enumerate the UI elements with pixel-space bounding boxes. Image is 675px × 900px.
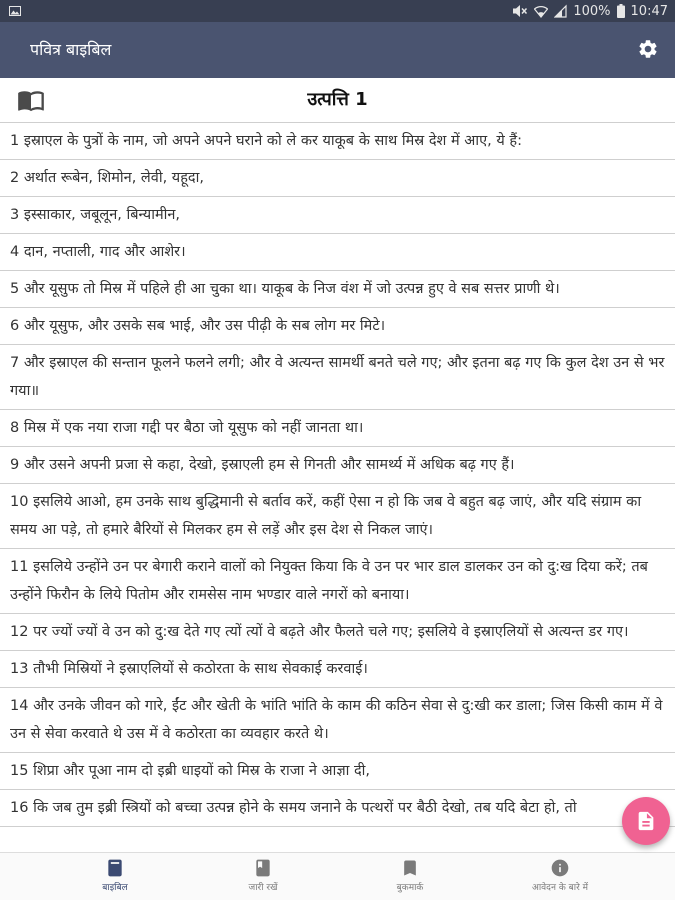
verse-number: 16	[10, 800, 29, 816]
verse-number: 8	[10, 420, 20, 436]
verse-number: 7	[10, 355, 20, 371]
verse-text: पर ज्यों ज्यों वे उन को दु:ख देते गए त्यों त्यों वे बढ़ते और फैलते चले गए; इसलिये वे इस्राएलियों से अत्यन्त डर गए।	[33, 624, 629, 640]
verse-number: 12	[10, 624, 29, 640]
verse-number: 10	[10, 494, 29, 510]
verse-row[interactable]	[0, 410, 675, 447]
verse-number: 5	[10, 281, 20, 297]
verse-row[interactable]	[0, 688, 675, 753]
verse-row[interactable]	[0, 345, 675, 410]
document-icon	[635, 810, 657, 832]
book-icon	[253, 858, 273, 878]
nav-item-bookmark[interactable]	[340, 853, 480, 900]
verse-text: इसलिये उन्होंने उन पर बेगारी कराने वालों को नियुक्त किया कि वे उन पर भार डाल डालकर उन को दु:ख दिया करें; तब उन्होंने फिरौन के लिये पितोम और रामसेस नाम भण्डार वाले नगरों को बनाया।	[10, 559, 648, 603]
verse-text: और उनके जीवन को गारे, ईंट और खेती के भांति भांति के काम की कठिन सेवा से दु:खी कर डाला; जिस किसी काम में वे उन से सेवा करवाते थे उस में वे कठोरता का व्यवहार करते थे।	[10, 698, 663, 742]
clock: 10:47	[630, 3, 668, 19]
nav-label-continue: जारी रखें	[248, 883, 278, 893]
status-icons	[512, 0, 668, 22]
verse-text: इस्साकार, जबूलून, बिन्यामीन,	[23, 207, 181, 223]
verse-number: 9	[10, 457, 20, 473]
chapter-header	[0, 78, 675, 123]
verse-row[interactable]	[0, 549, 675, 614]
verse-text: दान, नप्ताली, गाद और आशेर।	[23, 244, 186, 260]
wifi-icon	[534, 4, 548, 18]
verse-row[interactable]	[0, 197, 675, 234]
verse-number: 14	[10, 698, 29, 714]
status-bar	[0, 0, 675, 22]
verse-row[interactable]	[0, 753, 675, 790]
verse-text: शिप्रा और पूआ नाम दो इब्री धाइयों को मिस्र के राजा ने आज्ञा दी,	[33, 763, 371, 779]
verse-text: अर्थात रूबेन, शिमोन, लेवी, यहूदा,	[23, 170, 204, 186]
verse-text: कि जब तुम इब्री स्त्रियों को बच्चा उत्पन्न होने के समय जनाने के पत्थरों पर बैठी देखो, तब यदि बेटा हो, तो	[33, 800, 577, 816]
verse-row[interactable]	[0, 614, 675, 651]
verse-text: और इस्राएल की सन्तान फूलने फलने लगी; और वे अत्यन्त सामर्थी बनते चले गए; और इतना बढ़ गए कि कुल देश उन से भर गया॥	[10, 355, 665, 399]
nav-label-about: आवेदन के बारे में	[531, 883, 588, 893]
verse-number: 6	[10, 318, 20, 334]
verse-number: 15	[10, 763, 29, 779]
verse-text: और यूसुफ तो मिस्र में पहिले ही आ चुका था। याकूब के निज वंश में जो उत्पन्न हुए वे सब सत्तर प्राणी थे।	[23, 281, 560, 297]
chapter-title: उत्पत्ति 1	[307, 89, 368, 110]
app-bar	[0, 22, 675, 78]
verse-text: और उसने अपनी प्रजा से कहा, देखो, इस्राएली हम से गिनती और सामर्थ्य में अधिक बढ़ गए हैं।	[23, 457, 515, 473]
verse-number: 3	[10, 207, 20, 223]
verse-text: इसलिये आओ, हम उनके साथ बुद्धिमानी से बर्ताव करें, कहीं ऐसा न हो कि जब वे बहुत बढ़ जाएं, और यदि संग्राम का समय आ पड़े, तो हमारे बैरियों से मिलकर हम से लड़ें और इस देश से निकल जाएं।	[10, 494, 642, 538]
gear-icon[interactable]	[637, 38, 659, 60]
verse-number: 11	[10, 559, 29, 575]
verse-row[interactable]	[0, 651, 675, 688]
verse-row[interactable]	[0, 790, 675, 827]
nav-item-about[interactable]	[490, 853, 630, 900]
battery-percent: 100%	[573, 3, 611, 19]
app-title: पवित्र बाइबिल	[30, 40, 112, 59]
verse-row[interactable]	[0, 484, 675, 549]
battery-icon	[617, 4, 625, 18]
verse-row[interactable]	[0, 447, 675, 484]
verse-row[interactable]	[0, 308, 675, 345]
nav-item-continue[interactable]	[193, 853, 333, 900]
verse-row[interactable]	[0, 123, 675, 160]
verse-text: मिस्र में एक नया राजा गद्दी पर बैठा जो यूसुफ को नहीं जानता था।	[23, 420, 364, 436]
verse-list[interactable]	[0, 123, 675, 852]
verse-row[interactable]	[0, 271, 675, 308]
notes-fab-button[interactable]	[622, 797, 670, 845]
nav-label-bible: बाइबिल	[102, 883, 128, 893]
signal-icon	[554, 4, 567, 18]
verse-number: 2	[10, 170, 20, 186]
nav-item-bible[interactable]	[45, 853, 185, 900]
verse-row[interactable]	[0, 234, 675, 271]
mute-icon	[512, 4, 528, 18]
nav-label-bookmark: बुकमार्क	[396, 883, 424, 893]
verse-number: 13	[10, 661, 29, 677]
verse-text: और यूसुफ, और उसके सब भाई, और उस पीढ़ी के सब लोग मर मिटे।	[23, 318, 386, 334]
verse-text: इस्राएल के पुत्रों के नाम, जो अपने अपने घराने को ले कर याकूब के साथ मिस्र देश में आए, ये हैं:	[23, 133, 522, 149]
verse-text: तौभी मिस्रियों ने इस्राएलियों से कठोरता के साथ सेवकाई करवाई।	[33, 661, 368, 677]
open-book-icon[interactable]	[16, 86, 46, 114]
bookmark-icon	[400, 858, 420, 878]
bottom-nav	[0, 852, 675, 900]
info-icon	[550, 858, 570, 878]
verse-row[interactable]	[0, 160, 675, 197]
verse-number: 4	[10, 244, 20, 260]
book-icon	[105, 858, 125, 878]
image-icon	[9, 6, 21, 16]
verse-number: 1	[10, 133, 20, 149]
